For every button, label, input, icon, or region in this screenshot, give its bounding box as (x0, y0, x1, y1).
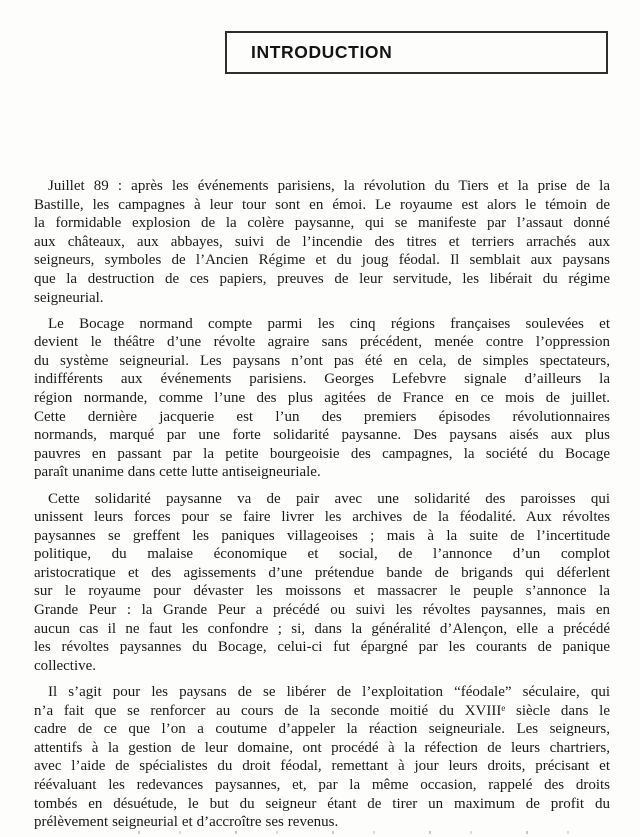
text-line: Grande Peur : la Grande Peur a précédé ou suivi les révoltes paysannes, mais en (34, 602, 610, 619)
text-line: les révoltes paysannes du Bocage, celui-ci fut épargné par les courants de panique (34, 639, 610, 656)
text-line: paraît unanime dans cette lutte antiseigneuriale. (34, 464, 321, 481)
text-line: n’a fait que se renforcer au cours de la seconde moitié du XVIIIᵉ siècle dans le (34, 702, 610, 719)
text-line: sur le royaume pour dévaster les moissons et massacrer le peuple s’annonce la (34, 583, 610, 600)
text-line: que la destruction de ces papiers, preuves de leur servitude, les libérait du régime (34, 270, 610, 287)
text-line: attentifs à la gestion de leur domaine, ont procédé à la réfection de leurs chartriers, (34, 739, 610, 756)
text-line: unissent leurs forces pour se faire livrer les archives de la féodalité. Aux révoltes (34, 509, 610, 526)
paragraph (34, 177, 610, 307)
text-line: prélèvement seigneurial et d’accroître ses revenus. (34, 814, 339, 831)
text-line: Bastille, les campagnes à leur tour sont en émoi. Le royaume est alors le témoin de (34, 196, 610, 213)
text-line: indifférents aux événements parisiens. Georges Lefebvre signale d’ailleurs la (34, 371, 610, 388)
paragraph (34, 683, 610, 832)
paragraph (34, 315, 610, 482)
text-line: Juillet 89 : après les événements parisiens, la révolution du Tiers et la prise de la (48, 178, 610, 194)
text-line: pauvres en passant par la petite bourgeoisie des campagnes, la société du Bocage (34, 445, 610, 462)
text-line: aucun cas il ne faut les confondre ; si, dans la généralité d’Alençon, elle a précédé (34, 620, 610, 637)
text-line: aristocratique et des agissements d’une prétendue bande de brigands qui déferlent (34, 564, 610, 581)
chapter-title-box (225, 31, 608, 74)
text-line: Il s’agit pour les paysans de se libérer de l’exploitation “féodale” séculaire, qui (48, 683, 610, 700)
text-line: politique, du malaise économique et social, de l’annonce d’un complot (34, 546, 610, 563)
text-line: seigneurial. (34, 289, 104, 306)
text-line: normands, marqué par une forte solidarité paysanne. Des paysans aisés aux plus (34, 427, 610, 444)
text-line: tombés en désuétude, le but du seigneur étant de tirer un maximum de profit du (34, 795, 610, 812)
text-line: région normande, comme l’une des plus agitées de France en ce mois de juillet. (34, 390, 610, 407)
paragraph (34, 490, 610, 676)
text-line: réévaluant les redevances paysannes, et, par la même occasion, rappelé des droits (34, 776, 610, 793)
text-line: Cette dernière jacquerie est l’un des premiers épisodes révolutionnaires (34, 408, 610, 425)
text-line: devient le théâtre d’une révolte agraire sans précédent, menée contre l’oppression (34, 334, 610, 351)
page-cut-off-marks (138, 831, 574, 834)
text-line: la formidable explosion de la colère paysanne, qui se manifeste par l’assaut donné (34, 215, 610, 232)
text-line: du système seigneurial. Les paysans n’ont pas été en cela, de simples spectateurs, (34, 352, 610, 369)
text-line: aux châteaux, aux abbayes, suivi de l’incendie des titres et terriers arrachés aux (34, 233, 610, 250)
text-line: Le Bocage normand compte parmi les cinq régions françaises soulevées et (48, 315, 610, 332)
text-line: Cette solidarité paysanne va de pair avec une solidarité des paroisses qui (48, 490, 610, 507)
text-line: avec l’aide de spécialistes du droit féodal, remettant à jour leurs droits, précisant et (34, 758, 610, 775)
text-line: paysannes se greffent les paniques villageoises ; mais à la suite de l’incertitude (34, 527, 610, 544)
text-line: cadre de ce que l’on a coutume d’appeler la réaction seigneuriale. Les seigneurs, (34, 721, 610, 738)
page-title: INTRODUCTION (251, 42, 393, 62)
text-line: collective. (34, 657, 97, 674)
text-line: seigneurs, symboles de l’Ancien Régime et du joug féodal. Il semblait aux paysans (34, 252, 610, 269)
text-column (34, 177, 610, 837)
